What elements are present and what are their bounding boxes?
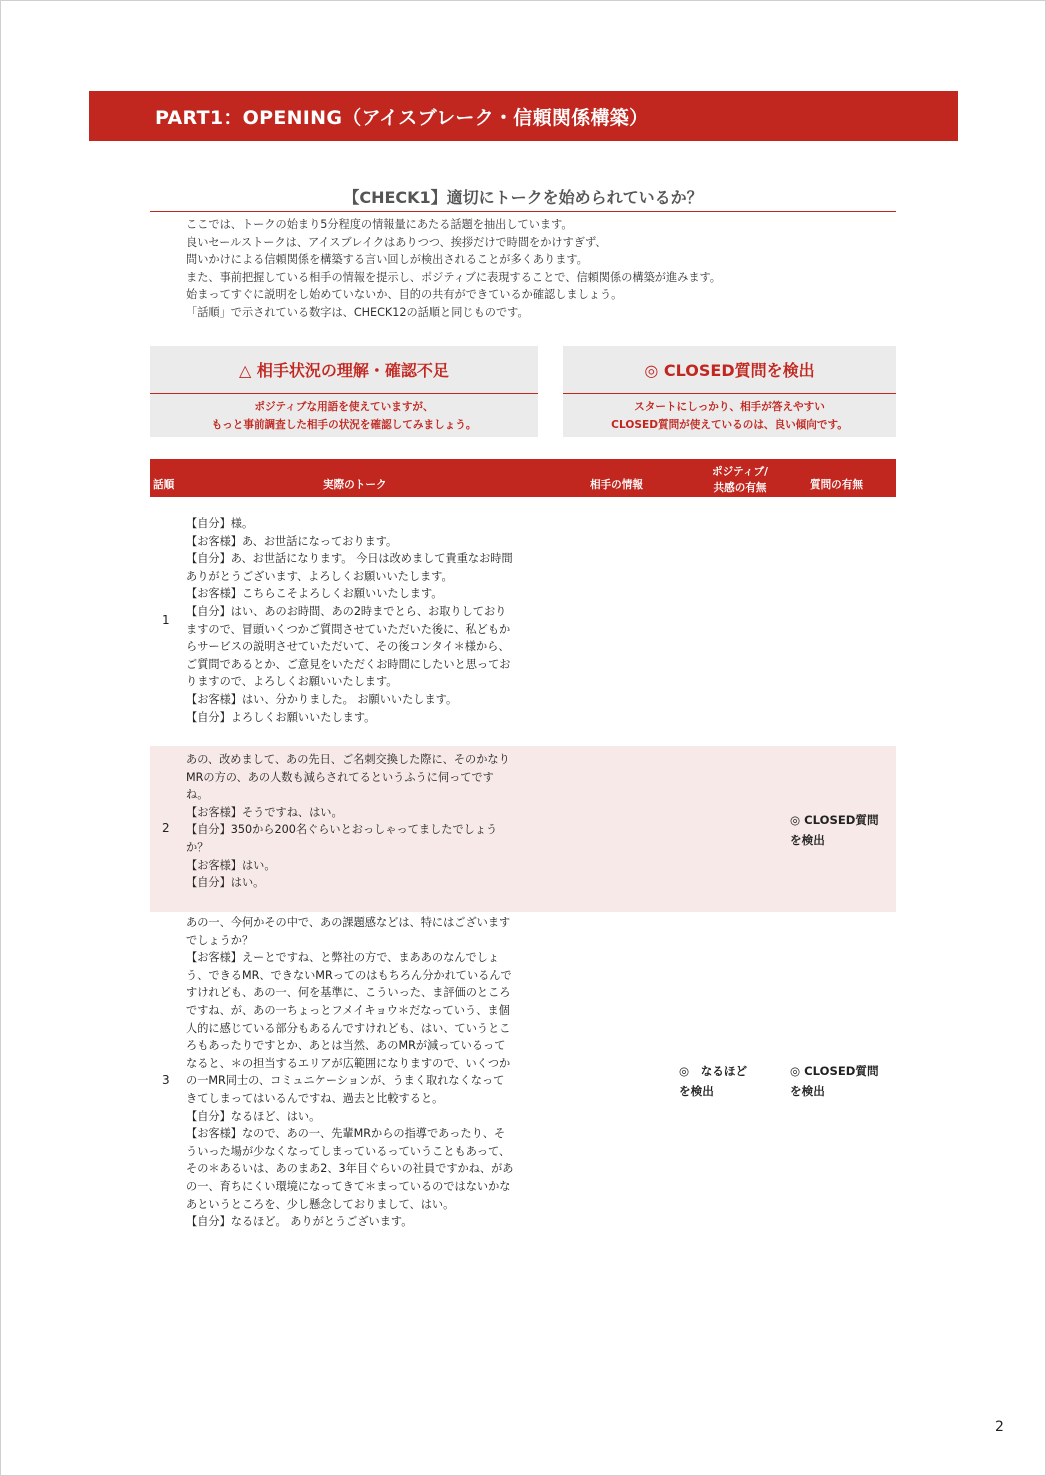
card-body-line: スタートにしっかり、相手が答えやすい — [634, 401, 825, 413]
talk-line: 【お客様】はい。 — [186, 858, 276, 872]
row-order: 3 — [162, 1073, 170, 1087]
talk-line: 【自分】なるほど、はい。 — [186, 1109, 321, 1123]
talk-line: その＊あるいは、あのまあ2、3年目ぐらいの社員ですかね、があ — [186, 1162, 514, 1176]
card-body-line: もっと事前調査した相手の状況を確認してみましょう。 — [211, 419, 477, 431]
page-number: 2 — [995, 1419, 1004, 1435]
talk-line: 【自分】はい、あのお時間、あの2時までとら、お取りしており — [186, 604, 507, 618]
talk-line: でしょうか？ — [186, 933, 254, 947]
talk-line: 【お客様】そうですね、はい。 — [186, 805, 343, 819]
flag-line: ◎ CLOSED質問 — [790, 1064, 879, 1078]
section-banner — [89, 91, 958, 141]
card-body-line: ポジティブな用語を使えていますが、 — [254, 401, 434, 413]
talk-line: すけれども、あの一、何を基準に、こういった、ま評価のところ — [186, 986, 511, 1000]
header-positive-line: 共感の有無 — [713, 482, 767, 494]
intro-line: また、事前把握している相手の情報を提示し、ポジティブに表現することで、信頼関係の構築が進みます。 — [186, 270, 721, 284]
row-order: 1 — [162, 613, 170, 627]
talk-line: ご質問であるとか、ご意見をいただくお時間にしたいと思ってお — [186, 657, 511, 671]
talk-line: りますので、よろしくお願いいたします。 — [186, 675, 398, 689]
table-row — [150, 746, 896, 912]
row-talk — [186, 751, 546, 892]
intro-line: 良いセールストークは、アイスブレイクはありつつ、挨拶だけで時間をかけすぎず、 — [186, 235, 607, 249]
talk-line: う、できるMR、できないMRってのはもちろん分かれているんで — [186, 968, 512, 982]
header-positive-line: ポジティブ/ — [712, 466, 768, 478]
talk-line: 【自分】様。 — [186, 517, 254, 530]
evaluation-card-understanding — [150, 346, 538, 437]
talk-line: MRの方の、あの人数も減らされてるというふうに伺ってです — [186, 770, 494, 784]
flag-line: を検出 — [790, 1084, 825, 1098]
talk-line: 【お客様】なので、あの一、先輩MRからの指導であったり、そ — [186, 1127, 506, 1141]
table-row — [150, 912, 896, 1237]
talk-line: あの一、今何かその中で、あの課題感などは、特にはございます — [186, 916, 511, 929]
talk-line: ますので、冒頭いくつかご質問させていただいた後に、私どもか — [186, 622, 511, 636]
talk-line: の一MR同士の、コミュニケーションが、うまく取れなくなって — [186, 1074, 505, 1088]
talk-line: 【自分】あ、お世話になります。 今日は改めまして貴重なお時間 — [186, 552, 513, 566]
talk-line: 【自分】はい。 — [186, 876, 265, 890]
talk-line: あというところを、少し懸念しておりまして、はい。 — [186, 1197, 455, 1211]
card-body — [150, 398, 538, 434]
table-row — [150, 497, 896, 746]
talk-line: なると、＊の担当するエリアが広範囲になりますので、いくつか — [186, 1056, 511, 1070]
question-flag — [790, 810, 879, 850]
card-body-line: CLOSED質問が使えているのは、良い傾向です。 — [611, 419, 848, 431]
talk-line: 【自分】なるほど。 ありがとうございます。 — [186, 1215, 413, 1229]
header-talk: 実際のトーク — [323, 479, 387, 491]
card-divider — [563, 393, 896, 394]
check-title: 【CHECK1】適切にトークを始められているか？ — [343, 188, 703, 207]
talk-line: 【お客様】こちらこそよろしくお願いいたします。 — [186, 587, 443, 601]
card-divider — [150, 393, 538, 394]
flag-line: を検出 — [790, 833, 825, 847]
talk-line: ういった場が少なくなってしまっているっていうこともあって、 — [186, 1144, 511, 1158]
table-header — [150, 459, 896, 497]
flag-line: ◎ CLOSED質問 — [790, 813, 879, 827]
card-title: ◎ CLOSED質問を検出 — [644, 361, 815, 380]
header-positive — [680, 464, 800, 496]
talk-line: 【お客様】あ、お世話になっております。 — [186, 534, 398, 548]
card-body — [563, 398, 896, 434]
talk-line: きてしまってはいるんですね、過去と比較すると。 — [186, 1091, 444, 1105]
talk-line: 【お客様】えーとですね、と弊社の方で、まああのなんでしょ — [186, 951, 500, 965]
talk-line: 人的に感じている部分もあるんですけれども、はい、ていうとこ — [186, 1021, 511, 1035]
intro-line: 問いかけによる信頼関係を構築する言い回しが検出されることが多くあります。 — [186, 253, 588, 267]
evaluation-card-closed-question — [563, 346, 896, 437]
check-divider — [150, 211, 896, 212]
section-title: PART1：OPENING（アイスブレーク・信頼関係構築） — [155, 107, 649, 129]
talk-line: ろもあったりですとか、あとは当然、あのMRが減っているって — [186, 1039, 506, 1053]
positive-flag — [679, 1061, 747, 1101]
header-question: 質問の有無 — [810, 479, 863, 491]
talk-line: ですね、が、あの一ちょっとフメイキョウ＊だなっていう、ま個 — [186, 1003, 510, 1017]
intro-line: 「話順」で示されている数字は、CHECK12の話順と同じものです。 — [186, 305, 529, 319]
intro-line: ここでは、トークの始まり5分程度の情報量にあたる話題を抽出しています。 — [186, 218, 573, 231]
intro-text — [186, 216, 886, 322]
talk-line: ね。 — [186, 788, 209, 802]
talk-line: らサービスの説明させていただいて、その後コンタイ＊様から、 — [186, 640, 510, 654]
talk-line: 【自分】350から200名ぐらいとおっしゃってましたでしょう — [186, 823, 498, 837]
header-order: 話順 — [153, 479, 175, 491]
flag-line: ◎ なるほど — [679, 1064, 748, 1078]
row-talk — [186, 914, 546, 1231]
intro-line: 始まってすぐに説明をし始めていないか、目的の共有ができているか確認しましょう。 — [186, 288, 623, 302]
header-partner-info: 相手の情報 — [590, 479, 643, 491]
row-talk — [186, 515, 546, 726]
talk-line: か？ — [186, 840, 209, 854]
flag-line: を検出 — [679, 1084, 714, 1098]
card-title: △ 相手状況の理解・確認不足 — [239, 361, 449, 380]
row-order: 2 — [162, 821, 170, 835]
talk-line: あの、改めまして、あの先日、ご名刺交換した際に、そのかなり — [186, 753, 510, 766]
talk-line: ありがとうございます、よろしくお願いいたします。 — [186, 569, 453, 583]
talk-line: の一、育ちにくい環境になってきて＊まっているのではないかな — [186, 1179, 511, 1193]
talk-line: 【お客様】はい、分かりました。 お願いいたします。 — [186, 692, 458, 706]
talk-line: 【自分】よろしくお願いいたします。 — [186, 710, 376, 724]
question-flag — [790, 1061, 879, 1101]
